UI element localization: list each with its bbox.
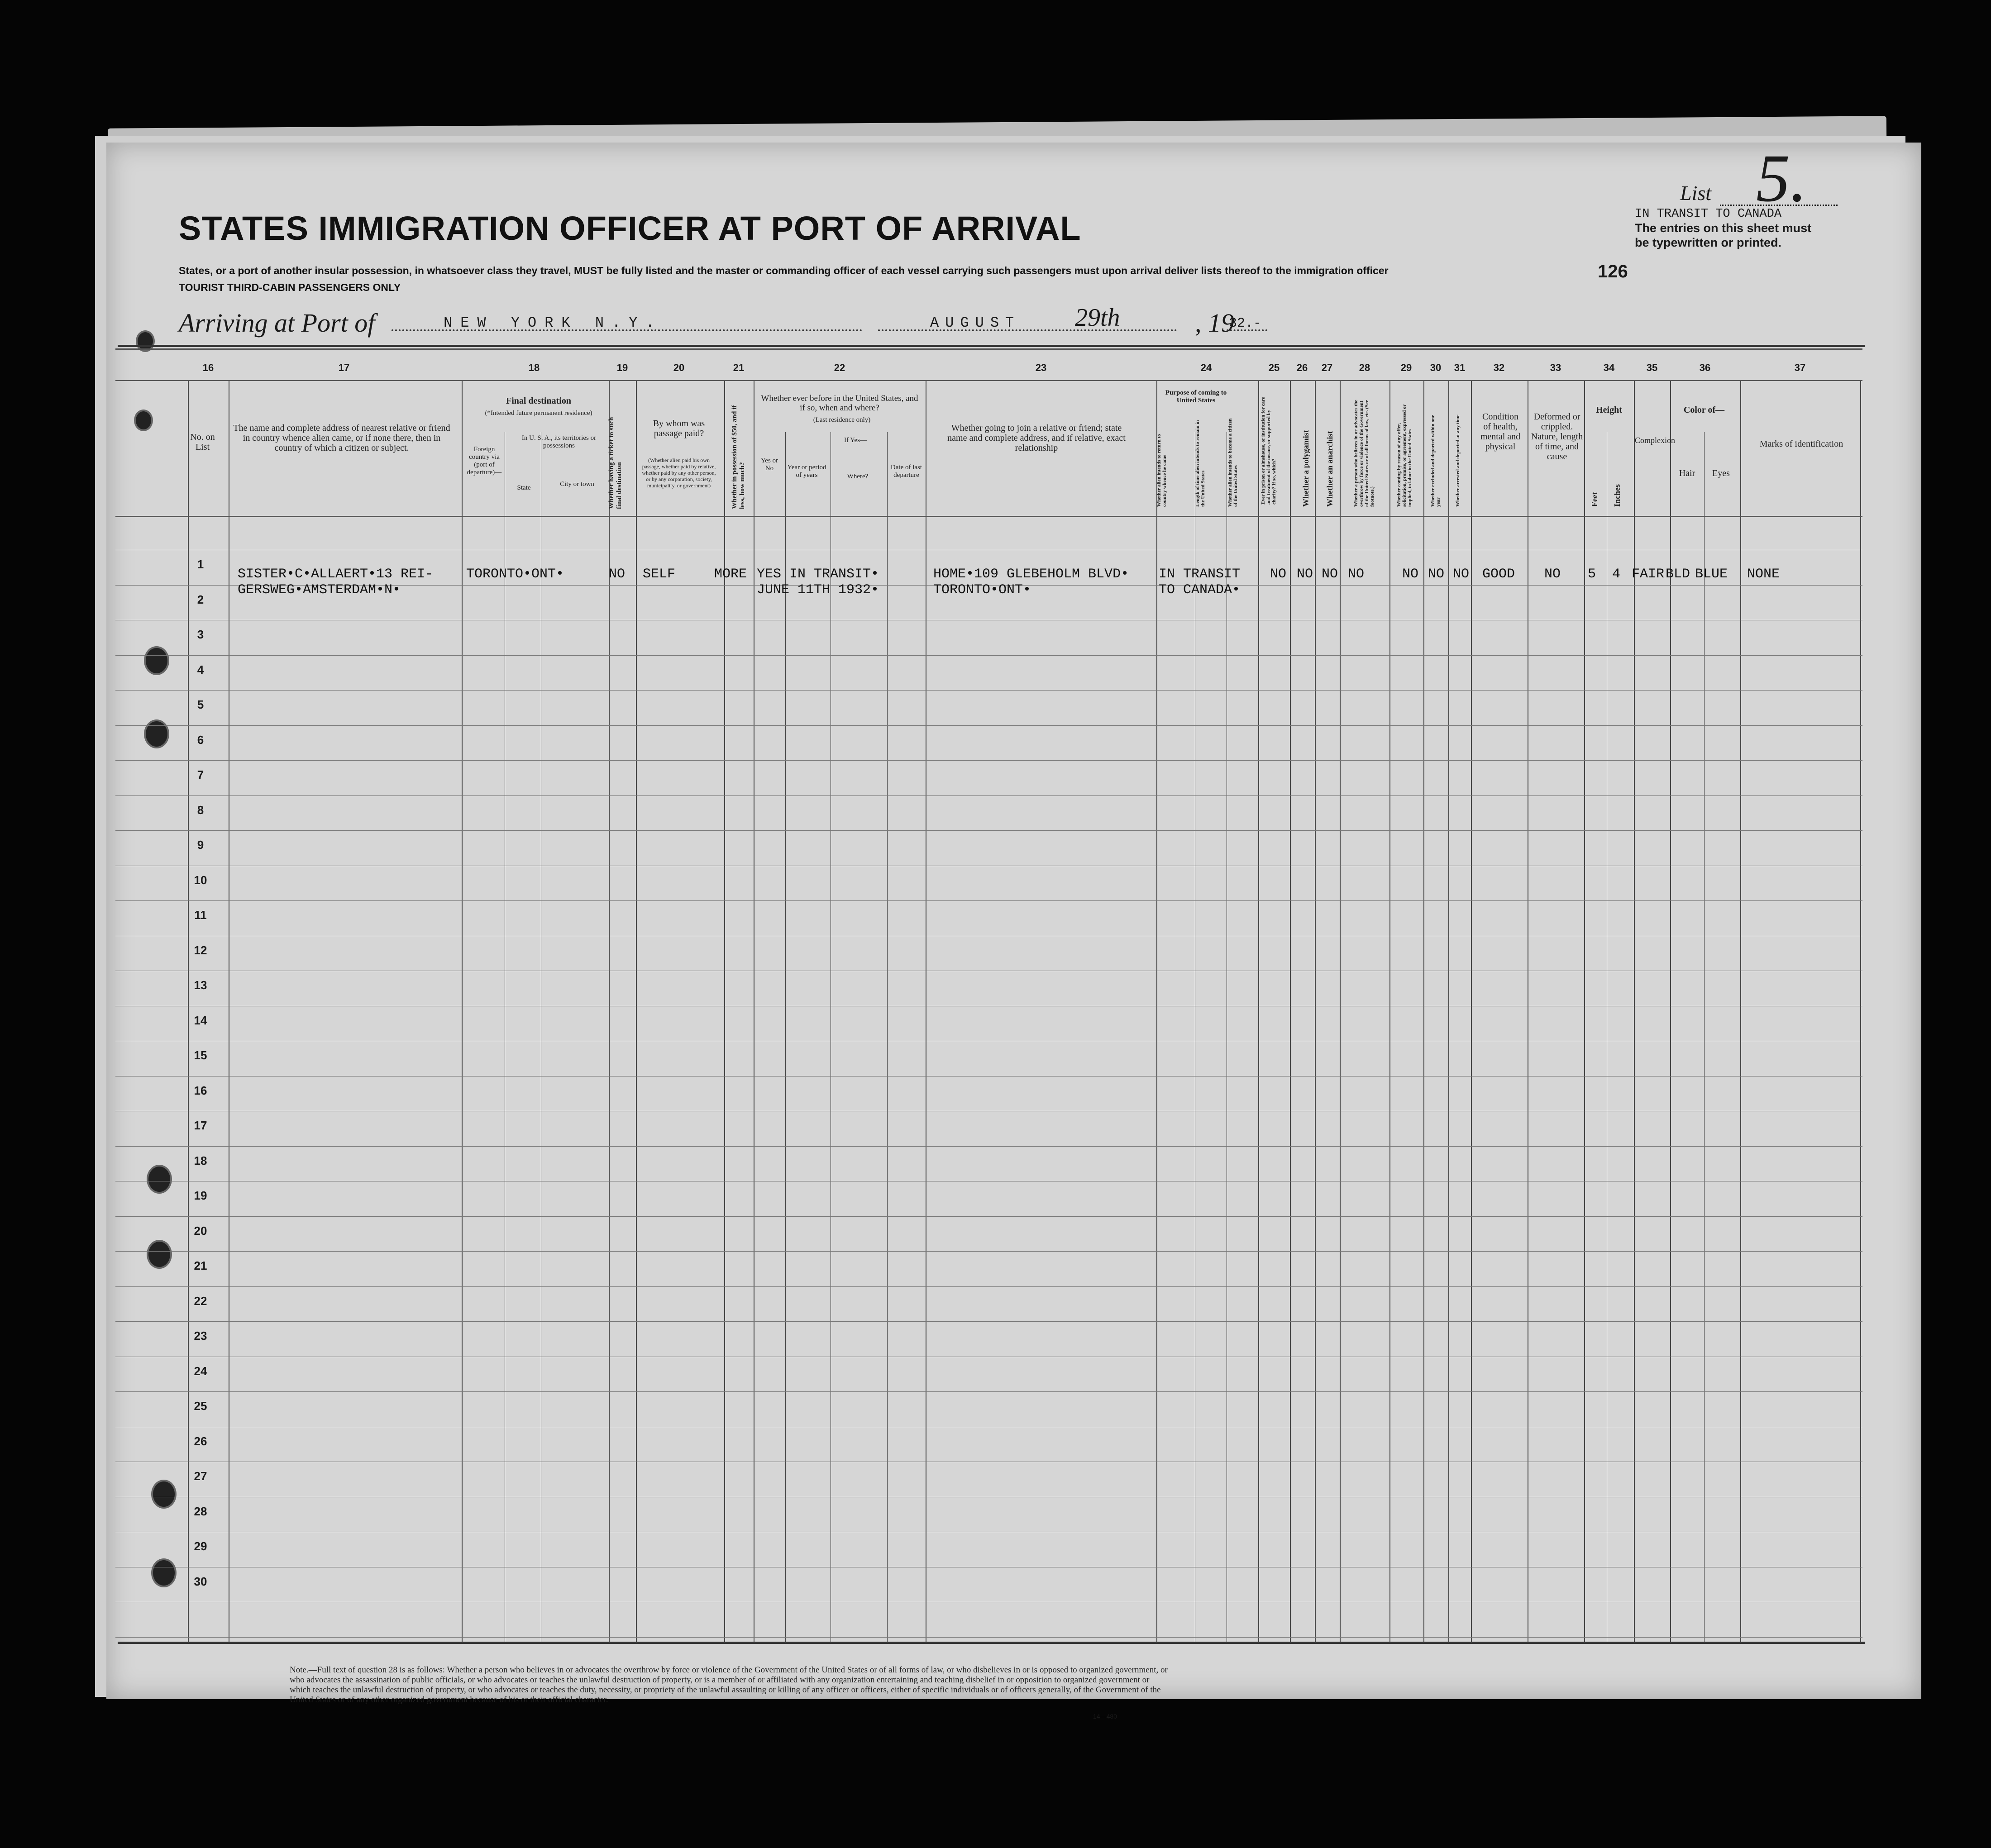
column-rule	[1740, 380, 1741, 1643]
list-number: 5.	[1756, 141, 1807, 216]
header-col29: Whether coming by reason of any offer, solicitation, promise, or agreement, expressed or implied, to labor in the United States	[1396, 404, 1413, 507]
row-rule	[115, 900, 1862, 901]
page-code: 126	[1598, 262, 1628, 281]
column-rule	[636, 380, 637, 1643]
transit-note: IN TRANSIT TO CANADA	[1635, 207, 1782, 221]
header-col22-year: Year or period of years	[787, 464, 826, 479]
column-rule	[188, 380, 189, 1643]
column-number: 23	[1035, 362, 1047, 373]
header-col37: Marks of identification	[1759, 439, 1843, 449]
row-number: 10	[194, 873, 207, 887]
header-col36-eyes: Eyes	[1712, 468, 1730, 478]
column-rule	[1290, 380, 1291, 1643]
row-rule	[115, 760, 1862, 761]
header-col18-title: Final destination	[506, 396, 571, 406]
row-number: 14	[194, 1013, 207, 1027]
entry-c30: NO	[1428, 567, 1445, 582]
row-number: 6	[197, 733, 204, 747]
subcolumn-rule	[887, 432, 888, 1643]
row-number: 24	[194, 1364, 207, 1378]
column-number: 21	[733, 362, 745, 373]
header-col35: Complexion	[1635, 436, 1675, 445]
entry-c31: NO	[1453, 567, 1470, 582]
header-rule	[115, 380, 1862, 381]
entry-c29: NO	[1402, 567, 1419, 582]
header-col22-sub: (Last residence only)	[813, 416, 871, 424]
column-number: 28	[1359, 362, 1370, 373]
row-rule	[115, 1286, 1862, 1287]
entry-c26: NO	[1297, 567, 1313, 582]
column-number: 25	[1268, 362, 1280, 373]
subcolumn-rule	[785, 432, 786, 1643]
row-rule	[115, 725, 1862, 726]
entry-hair: BLD	[1666, 567, 1690, 582]
header-col36-hair: Hair	[1679, 468, 1695, 478]
row-number: 18	[194, 1153, 207, 1167]
row-rule	[115, 1391, 1862, 1392]
row-number: 26	[194, 1434, 207, 1448]
row-rule	[115, 690, 1862, 691]
row-rule	[115, 830, 1862, 831]
page-title: STATES IMMIGRATION OFFICER AT PORT OF ARRIVAL	[179, 210, 1081, 247]
year-dotline	[1227, 329, 1267, 331]
footnote: Note.—Full text of question 28 is as follows: Whether a person who believes in or advocates the overthrow by force or violence of the Government of the United States or of all forms of law, or who disbelieves in or is opposed to organized government, or who advocates the assassination of public officials, or who advocates or teaches the unlawful destruction of property, or is a member of or affiliated with any organization entertaining and teaching disbelief in or opposition to organized government or which teaches the unlawful destruction of property, or who advocates or teaches the duty, necessity, or propriety of the unlawful assaulting or killing of any officer or officers, either of specific individuals or of officers generally, of the Government of the United States or of any other organized government because of his or their official character.	[290, 1665, 1168, 1705]
column-number: 24	[1200, 362, 1212, 373]
entry-join-line1: HOME•109 GLEBEHOLM BLVD•	[933, 567, 1129, 582]
header-col34-feet: Feet	[1590, 492, 1599, 507]
entry-inches: 4	[1612, 567, 1621, 582]
manifest-grid	[115, 348, 1862, 1643]
entry-ticket: NO	[609, 567, 625, 582]
header-no-on-list: No. on List	[190, 432, 215, 452]
row-rule	[115, 795, 1862, 796]
entry-complexion: FAIR	[1632, 567, 1665, 582]
column-number: 36	[1699, 362, 1711, 373]
column-number: 16	[202, 362, 214, 373]
list-label: List	[1680, 181, 1712, 205]
header-col22-title: Whether ever before in the United States, and if so, when and where?	[761, 394, 918, 413]
header-col18-city: City or town	[560, 481, 594, 488]
entry-deformed: NO	[1544, 567, 1561, 582]
header-col19: Whether having a ticket to such final destination	[608, 417, 623, 509]
entry-destination: TORONTO•ONT•	[466, 567, 564, 582]
entry-join-line2: TORONTO•ONT•	[933, 582, 1031, 598]
row-number: 16	[194, 1083, 207, 1097]
header-col31: Whether arrested and deported at any time	[1455, 414, 1461, 507]
entry-c28: NO	[1348, 567, 1365, 582]
header-col17: The name and complete address of nearest relative or friend in country whence alien came, or if none there, then in country of which a citizen or subject.	[233, 423, 450, 453]
date-dotline	[878, 329, 1177, 331]
column-rule	[1389, 380, 1390, 1643]
header-col24-length: Length of time alien intends to remain in the United States	[1195, 420, 1206, 507]
header-col21: Whether in possession of $50, and if less, how much?	[731, 405, 746, 509]
entry-c27: NO	[1322, 567, 1338, 582]
column-rule	[1340, 380, 1341, 1643]
header-col24-citizen: Whether alien intends to become a citizen of the United States	[1227, 418, 1238, 507]
row-rule	[115, 1637, 1862, 1638]
header-col27: Whether an anarchist	[1325, 431, 1334, 507]
column-rule	[1448, 380, 1449, 1643]
arrival-day: 29th	[1075, 304, 1120, 332]
header-col18-foreign: Foreign country via (port of departure)—	[467, 446, 502, 476]
header-col36-title: Color of—	[1683, 405, 1725, 415]
row-number: 17	[194, 1119, 207, 1132]
column-number: 31	[1454, 362, 1466, 373]
header-col23: Whether going to join a relative or friend; state name and complete address, and if relative, exact relationship	[947, 423, 1126, 453]
row-number: 3	[197, 628, 204, 641]
arrival-century: , 19	[1195, 308, 1234, 338]
column-number: 26	[1296, 362, 1308, 373]
entry-purpose-line2: TO CANADA•	[1159, 582, 1241, 598]
row-number: 27	[194, 1469, 207, 1483]
column-number: 34	[1603, 362, 1615, 373]
header-col34-inches: Inches	[1613, 484, 1622, 507]
header-col25: Ever in prison or almshouse, or institution for care and treatment of the insane, or supported by charity? If so, which?	[1260, 397, 1277, 505]
row-rule	[115, 1321, 1862, 1322]
column-rule	[462, 380, 463, 1643]
entries-note-line-1: The entries on this sheet must	[1635, 221, 1812, 235]
header-col22-date: Date of last departure	[890, 464, 922, 479]
column-number: 27	[1321, 362, 1333, 373]
row-number: 12	[194, 943, 207, 957]
header-rule	[115, 348, 1862, 350]
column-number: 22	[834, 362, 845, 373]
column-rule	[1860, 380, 1861, 1643]
header-col22-where: Where?	[847, 473, 869, 480]
entry-relative-line2: GERSWEG•AMSTERDAM•N•	[238, 582, 401, 598]
list-underline	[1720, 205, 1838, 206]
row-number: 1	[197, 557, 204, 571]
column-number: 32	[1493, 362, 1505, 373]
entry-money: MORE	[714, 567, 747, 582]
entry-purpose-line1: IN TRANSIT	[1159, 567, 1241, 582]
form-number: 14—480	[1093, 1713, 1117, 1720]
row-number: 25	[194, 1399, 207, 1413]
header-col20-title: By whom was passage paid?	[653, 419, 705, 438]
column-rule	[1258, 380, 1259, 1643]
entries-note	[1635, 221, 1811, 250]
column-rule	[1423, 380, 1424, 1643]
entry-relative-line1: SISTER•C•ALLAERT•13 REI-	[238, 567, 434, 582]
row-number: 5	[197, 698, 204, 711]
entries-note-line-2: be typewritten or printed.	[1635, 236, 1782, 249]
header-col28: Whether a person who believes in or advocates the overthrow by force or violence of the Government of the United States or of all forms of law, etc. (See footnote.)	[1353, 400, 1375, 507]
column-rule	[1584, 380, 1585, 1643]
row-number: 21	[194, 1259, 207, 1272]
column-number: 18	[528, 362, 540, 373]
row-number: 13	[194, 978, 207, 992]
row-number: 28	[194, 1504, 207, 1518]
column-number: 35	[1646, 362, 1658, 373]
column-rule	[1156, 380, 1157, 1643]
arrival-year: 32.-	[1229, 316, 1262, 331]
row-number: 7	[197, 768, 204, 781]
row-number: 19	[194, 1189, 207, 1202]
row-number: 15	[194, 1048, 207, 1062]
header-col18-sub: (*Intended future permanent residence)	[485, 410, 592, 417]
row-number: 30	[194, 1574, 207, 1588]
header-col18-state: State	[517, 484, 531, 491]
header-col30: Whether excluded and deported within one year	[1430, 414, 1441, 507]
entry-marks: NONE	[1747, 567, 1780, 582]
top-rule	[118, 345, 1865, 347]
arriving-label: Arriving at Port of	[179, 308, 375, 338]
header-col26: Whether a polygamist	[1301, 430, 1310, 507]
row-rule	[115, 1146, 1862, 1147]
class-line: TOURIST THIRD-CABIN PASSENGERS ONLY	[179, 281, 401, 293]
column-number: 17	[338, 362, 350, 373]
row-number: 20	[194, 1224, 207, 1238]
column-rule	[1315, 380, 1316, 1643]
row-number: 29	[194, 1539, 207, 1553]
entry-before-line2: JUNE 11TH 1932•	[757, 582, 879, 598]
header-col20-sub: (Whether alien paid his own passage, whether paid by relative, whether paid by any other person, or by any corporation, society, municipality, or government)	[642, 457, 716, 489]
row-number: 4	[197, 662, 204, 676]
header-col24-title: Purpose of coming to United States	[1165, 389, 1227, 404]
column-number: 19	[616, 362, 628, 373]
entry-feet: 5	[1588, 567, 1596, 582]
column-number: 29	[1400, 362, 1412, 373]
header-col22-ifyes: If Yes—	[844, 437, 867, 444]
row-rule	[115, 1216, 1862, 1217]
header-col24-return: Whether alien intends to return to country whence he came	[1156, 434, 1167, 507]
subcolumn-rule	[1704, 432, 1705, 1643]
header-col22-yesno: Yes or No	[760, 457, 778, 472]
header-col33: Deformed or crippled. Nature, length of time, and cause	[1531, 412, 1583, 462]
entry-before-line1: YES IN TRANSIT•	[757, 567, 879, 582]
subtitle: States, or a port of another insular possession, in whatsoever class they travel, MUST be fully listed and the master or commanding officer of each vessel carrying such passengers must upon arrival deliver lists thereof to the immigration officer	[179, 265, 1389, 276]
row-number: 9	[197, 838, 204, 852]
column-number: 30	[1430, 362, 1442, 373]
header-col32: Condition of health, mental and physical	[1480, 412, 1521, 452]
entry-c25: NO	[1270, 567, 1287, 582]
arrival-month: AUGUST	[930, 314, 1021, 331]
column-number: 20	[673, 362, 685, 373]
column-number: 37	[1794, 362, 1806, 373]
entry-passage-paid: SELF	[643, 567, 676, 582]
row-number: 11	[194, 908, 207, 922]
entry-health: GOOD	[1482, 567, 1515, 582]
row-rule	[115, 655, 1862, 656]
row-number: 2	[197, 592, 204, 606]
column-number: 33	[1550, 362, 1561, 373]
row-number: 22	[194, 1294, 207, 1308]
header-col18-usa: In U. S. A., its territories or possessions	[521, 434, 597, 449]
row-number: 8	[197, 803, 204, 817]
entry-eyes: BLUE	[1695, 567, 1728, 582]
row-rule	[115, 1251, 1862, 1252]
arrival-port: NEW YORK N.Y.	[444, 314, 663, 331]
column-rule	[1471, 380, 1472, 1643]
header-col34-title: Height	[1596, 405, 1622, 415]
header-rule	[115, 516, 1862, 517]
row-number: 23	[194, 1329, 207, 1343]
